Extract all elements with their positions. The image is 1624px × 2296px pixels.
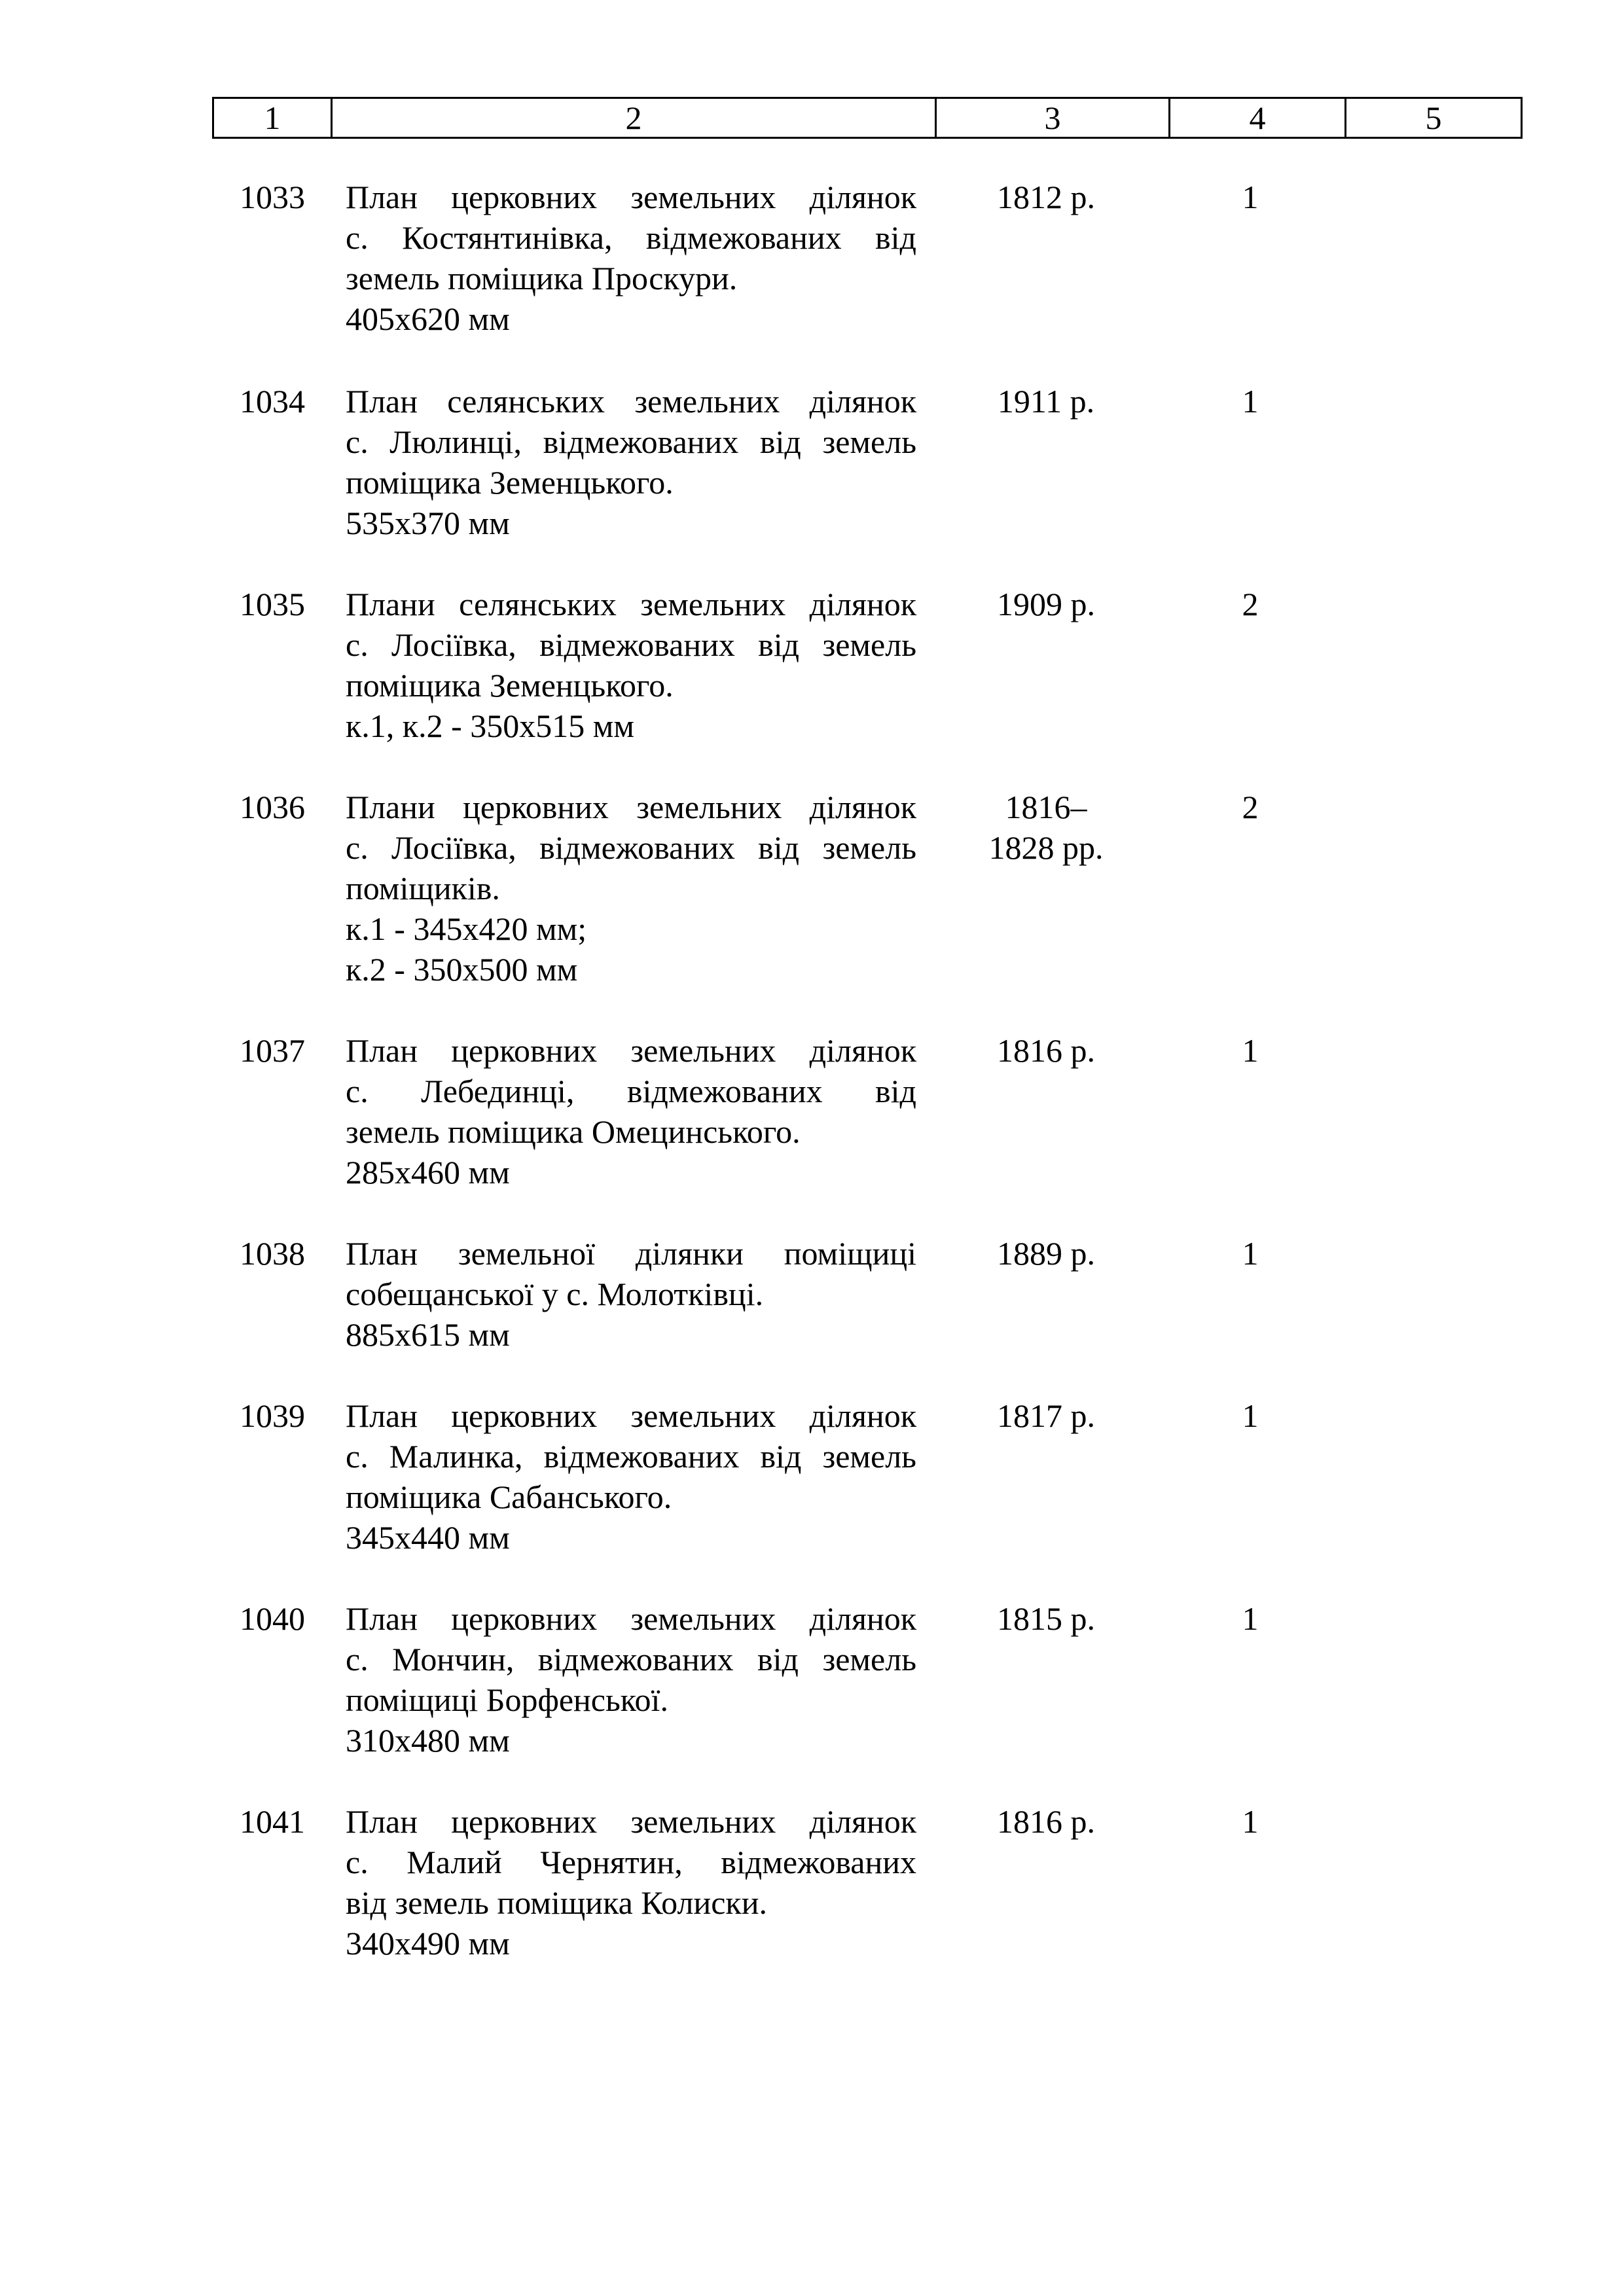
description-line: 285х460 мм (346, 1154, 510, 1191)
entry-count: 1 (1242, 1235, 1259, 1272)
entry-description (346, 1030, 916, 1193)
entry-number: 1040 (240, 1600, 305, 1637)
entry-number: 1041 (240, 1803, 305, 1840)
entry-date (948, 1395, 1144, 1436)
description-line: План церковних земельних ділянок (346, 1032, 916, 1069)
description-line: с. Малинка, відмежованих від земель (346, 1438, 916, 1475)
entry-date (948, 1801, 1144, 1842)
entry-count: 1 (1242, 179, 1259, 215)
description-line: 310х480 мм (346, 1722, 510, 1759)
entry-date (948, 177, 1144, 217)
description-line: поміщиків. (346, 870, 500, 906)
entry-count: 1 (1242, 1600, 1259, 1637)
description-line: Плани церковних земельних ділянок (346, 789, 916, 825)
description-line: План земельної ділянки поміщиці (346, 1235, 916, 1272)
description-line: поміщика Сабанського. (346, 1479, 672, 1515)
description-line: поміщика Земенцького. (346, 464, 674, 501)
entry-date (948, 381, 1144, 422)
description-line: 535х370 мм (346, 505, 510, 541)
description-line: с. Люлинці, відмежованих від земель (346, 423, 916, 460)
column-header-5: 5 (1346, 98, 1522, 138)
description-line: к.1, к.2 - 350х515 мм (346, 708, 635, 744)
description-line: План церковних земельних ділянок (346, 1600, 916, 1637)
description-line: собещанської у с. Молотківці. (346, 1276, 764, 1312)
entry-count: 1 (1242, 383, 1259, 420)
entry-number: 1033 (240, 179, 305, 215)
description-line: земель поміщика Проскури. (346, 260, 738, 296)
description-line: План церковних земельних ділянок (346, 179, 916, 215)
description-line: с. Лосіївка, відмежованих від земель (346, 829, 916, 866)
description-line: с. Костянтинівка, відмежованих від (346, 219, 916, 256)
entry-number: 1036 (240, 789, 305, 825)
column-header-3: 3 (936, 98, 1170, 138)
entry-description (346, 787, 916, 990)
description-line: Плани селянських земельних ділянок (346, 586, 916, 622)
date-line: 1817 р. (997, 1397, 1095, 1434)
description-line: План селянських земельних ділянок (346, 383, 916, 420)
description-line: поміщика Земенцького. (346, 667, 674, 704)
date-line: 1816– (1005, 789, 1087, 825)
date-line: 1812 р. (997, 179, 1095, 215)
entry-description (346, 1233, 916, 1355)
description-line: від земель поміщика Колиски. (346, 1884, 767, 1921)
column-header-4: 4 (1170, 98, 1346, 138)
entry-description (346, 1395, 916, 1558)
entry-count: 2 (1242, 789, 1259, 825)
description-line: с. Лебединці, відмежованих від (346, 1073, 916, 1109)
entry-count: 1 (1242, 1803, 1259, 1840)
entry-number: 1034 (240, 383, 305, 420)
entry-number: 1039 (240, 1397, 305, 1434)
date-line: 1815 р. (997, 1600, 1095, 1637)
description-line: к.1 - 345х420 мм; (346, 910, 587, 947)
entry-number: 1038 (240, 1235, 305, 1272)
date-line: 1911 р. (997, 383, 1095, 420)
description-line: с. Лосіївка, відмежованих від земель (346, 626, 916, 663)
entry-date (948, 1598, 1144, 1639)
entry-count: 2 (1242, 586, 1259, 622)
description-line: с. Мончин, відмежованих від земель (346, 1641, 916, 1677)
description-line: земель поміщика Омецинського. (346, 1113, 801, 1150)
entry-date (948, 1030, 1144, 1071)
date-line: 1816 р. (997, 1032, 1095, 1069)
date-line: 1816 р. (997, 1803, 1095, 1840)
entry-number: 1037 (240, 1032, 305, 1069)
description-line: План церковних земельних ділянок (346, 1803, 916, 1840)
entry-date (948, 787, 1144, 868)
description-line: с. Малий Чернятин, відмежованих (346, 1844, 916, 1880)
description-line: поміщиці Борфенської. (346, 1681, 668, 1718)
description-line: 340х490 мм (346, 1925, 510, 1962)
entry-description (346, 1598, 916, 1761)
date-line: 1828 рр. (988, 829, 1104, 866)
entry-count: 1 (1242, 1397, 1259, 1434)
entry-description (346, 584, 916, 746)
column-header-1: 1 (213, 98, 332, 138)
entry-description (346, 381, 916, 543)
date-line: 1909 р. (997, 586, 1095, 622)
entry-description (346, 1801, 916, 1964)
entry-count: 1 (1242, 1032, 1259, 1069)
description-line: 345х440 мм (346, 1519, 510, 1556)
description-line: 885х615 мм (346, 1316, 510, 1353)
description-line: к.2 - 350х500 мм (346, 951, 578, 988)
entry-date (948, 584, 1144, 624)
entry-date (948, 1233, 1144, 1274)
entry-description (346, 177, 916, 339)
date-line: 1889 р. (997, 1235, 1095, 1272)
entry-number: 1035 (240, 586, 305, 622)
description-line: 405х620 мм (346, 300, 510, 337)
column-header-2: 2 (332, 98, 936, 138)
description-line: План церковних земельних ділянок (346, 1397, 916, 1434)
